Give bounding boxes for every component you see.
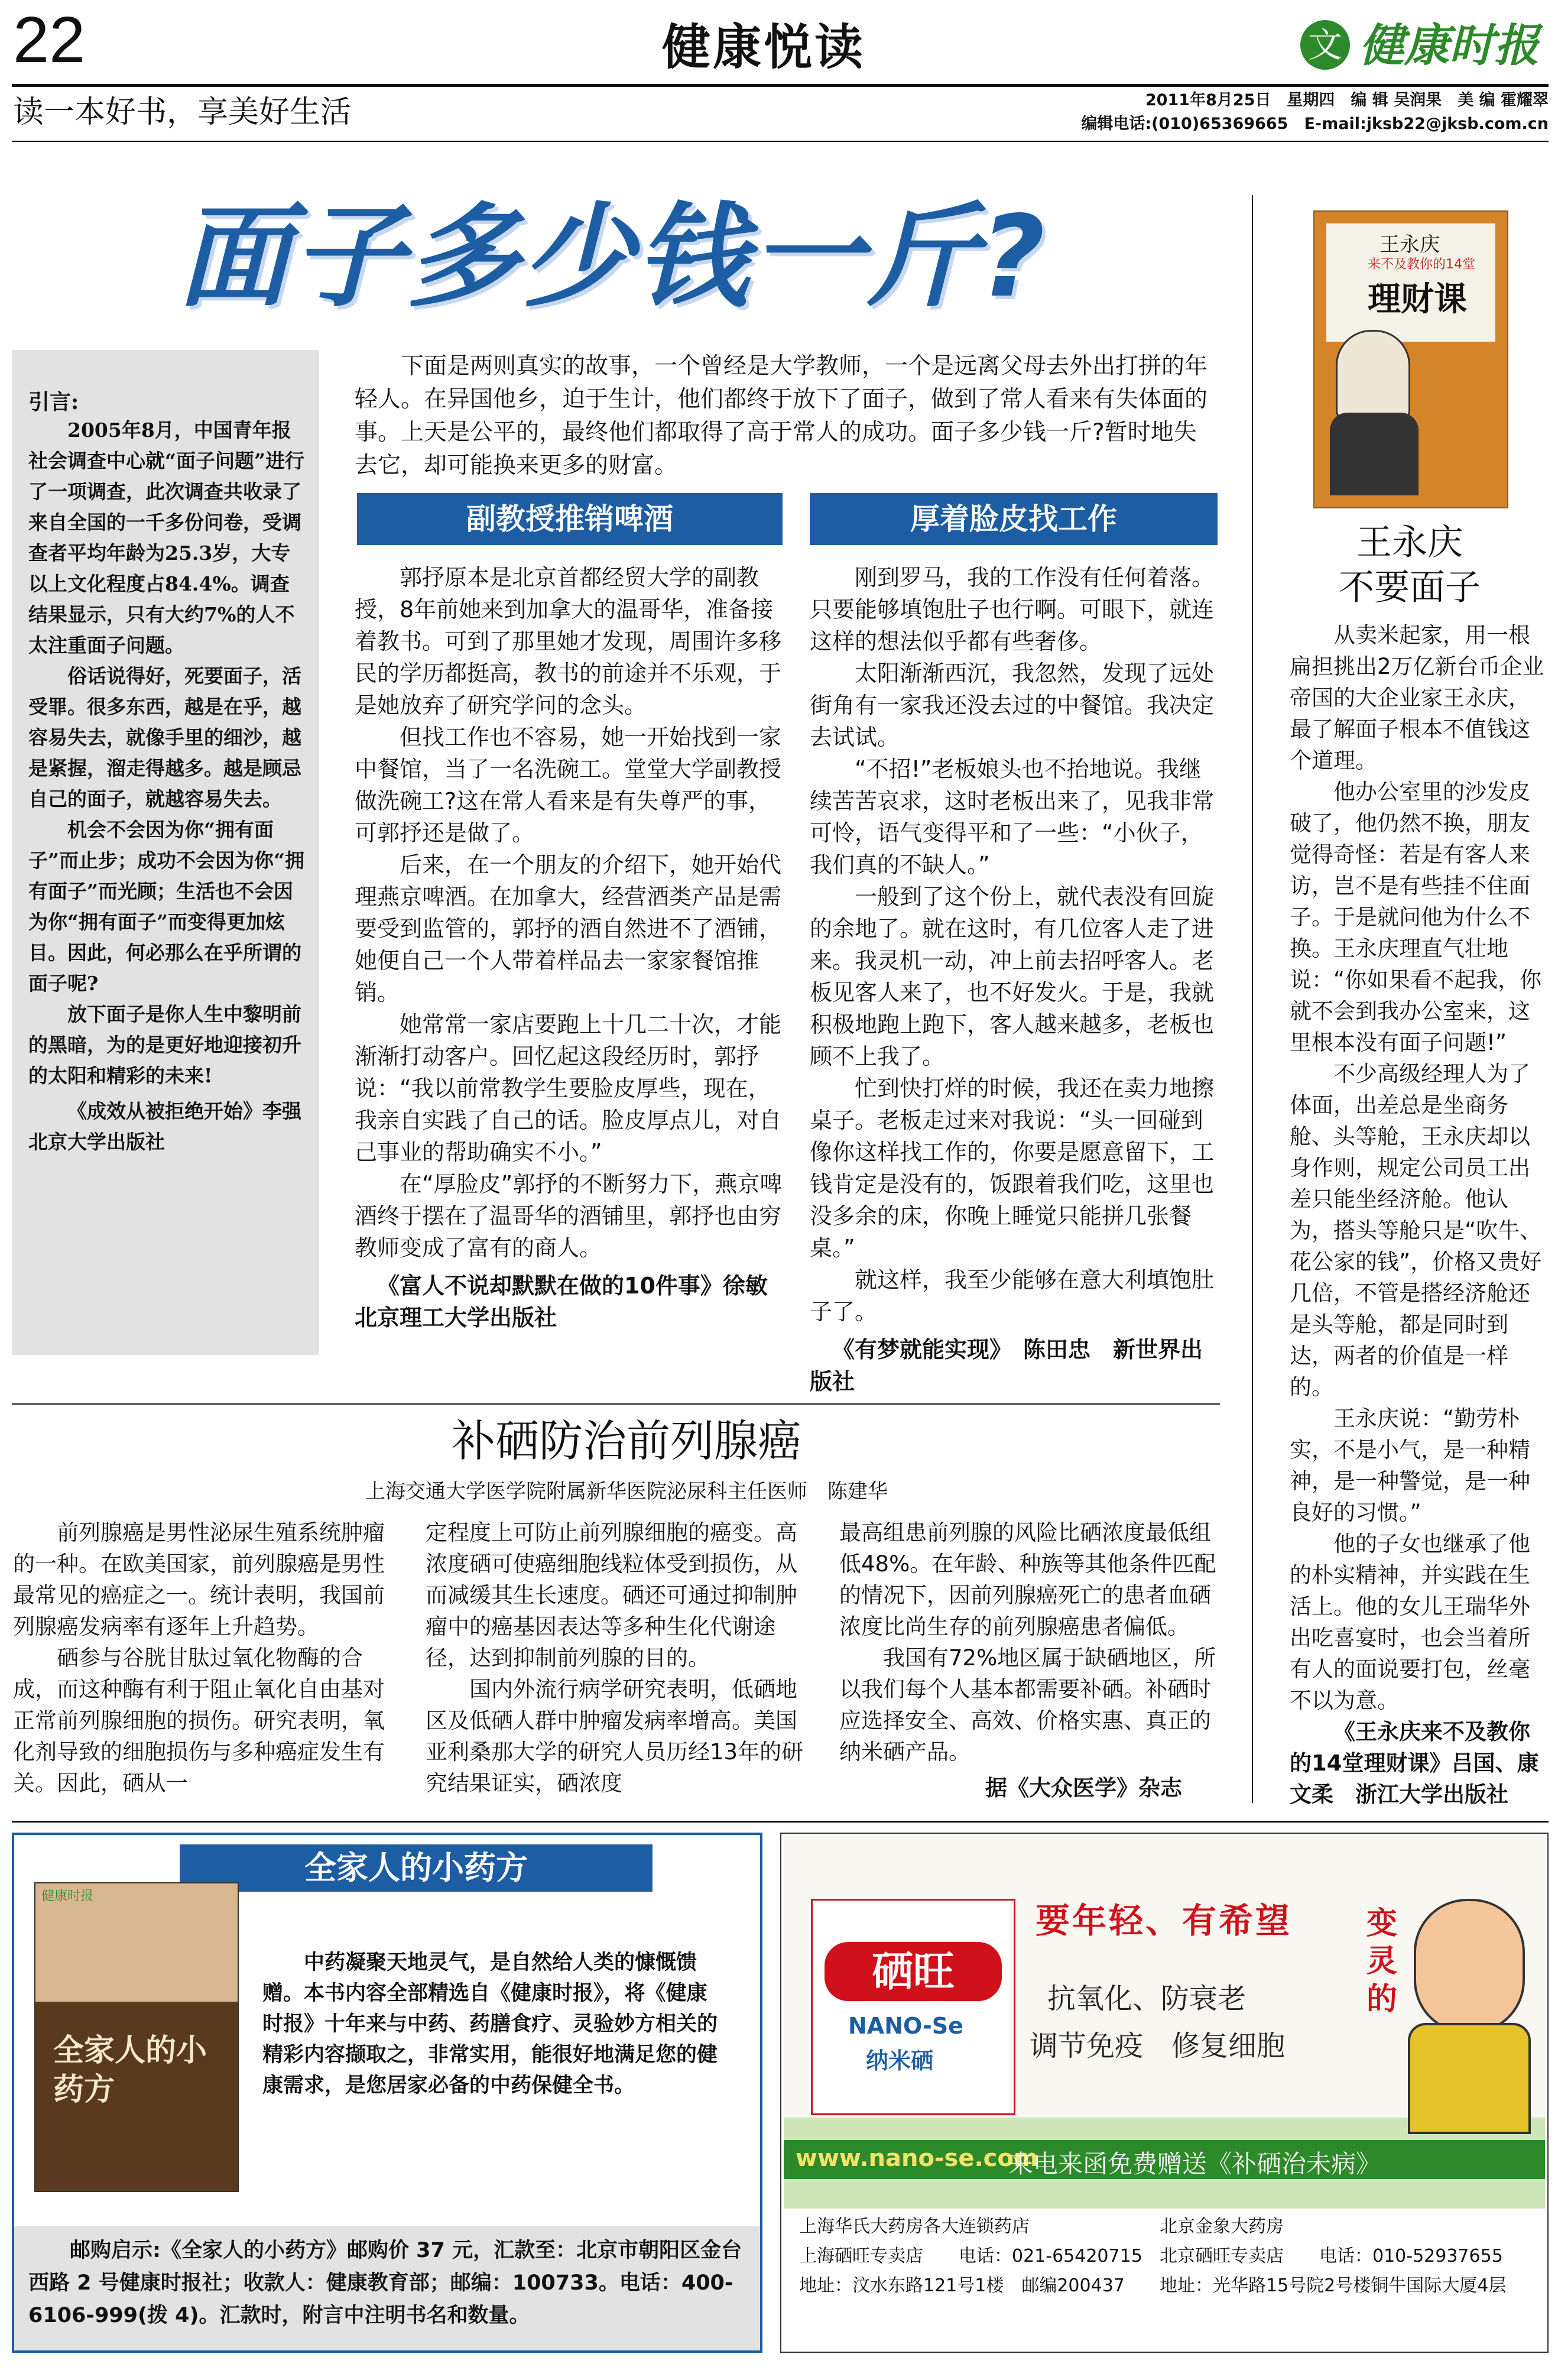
ad-benefit1: 抗氧化、防衰老 — [1047, 1982, 1247, 2015]
ad-side-text: 变灵的 — [1367, 1905, 1398, 2017]
selenium-paragraph: 硒参与谷胱甘肽过氧化物酶的合成，而这种酶有利于阻止氧化自由基对正常前列腺细胞的损伤。研究表明，氧化剂导致的细胞损伤与多种癌症发生有关。因此，硒从一 — [13, 1645, 385, 1796]
cover-body-icon — [1330, 413, 1419, 495]
lead-paragraph: 下面是两则真实的故事，一个曾经是大学教师，一个是远离父母去外出打拼的年轻人。在异国他乡，迫于生计，他们都终于放下了面子，做到了常人看来有失体面的事。上天是公平的，最终他们都取得了高于常人的成功。面子多少钱一斤?暂时地失去它，却可能换来更多的财富。 — [355, 353, 1208, 479]
story2-paragraph: “不招!”老板娘头也不抬地说。我继续苦苦哀求，这时老板出来了，见我非常可怜，语气变得平和了一些：“小伙子，我们真的不缺人。” — [810, 756, 1215, 878]
ad-left-description — [262, 1947, 723, 2101]
ad-promo: 来电来函免费赠送《补硒治未病》 — [1008, 2149, 1381, 2178]
selenium-paragraph: 定程度上可防止前列腺细胞的癌变。高浓度硒可使癌细胞线粒体受到损伤，从而减缓其生长速度。硒还可通过抑制肿瘤中的癌基因表达等多种生化代谢途径，达到抑制前列腺的目的。 — [426, 1520, 797, 1671]
story1-banner: 副教授推销啤酒 — [357, 493, 783, 545]
sidebar-divider — [1252, 195, 1253, 1803]
selenium-paragraph: 国内外流行病学研究表明，低硒地区及低硒人群中肿瘤发病率增高。美国亚利桑那大学的研究人员历经13年的研究结果证实，硒浓度 — [426, 1677, 804, 1796]
story1-paragraph: 但找工作也不容易，她一开始找到一家中餐馆，当了一名洗碗工。堂堂大学副教授做洗碗工?这在常人看来是有失尊严的事，可郭抒还是做了。 — [355, 724, 782, 846]
contact-line: 编辑电话:(010)65369665 E-mail:jksb22@jksb.com.cn — [1081, 115, 1549, 133]
story2-paragraph: 一般到了这个份上，就代表没有回旋的余地了。就在这时，有几位客人走了进来。我灵机一动，冲上前去招呼客人。老板见客人来了，也不好发火。于是，我就积极地跑上跑下，客人越来越多，老板也顾不上我了。 — [810, 884, 1215, 1069]
story2-paragraph: 忙到快打烊的时候，我还在卖力地擦桌子。老板走过来对我说：“头一回碰到像你这样找工作的，你要是愿意留下，工钱肯定是没有的，饭跟着我们吃，这里也没多余的床，你晚上睡觉只能拼几张餐桌。” — [810, 1075, 1215, 1261]
story1-paragraph: 后来，在一个朋友的介绍下，她开始代理燕京啤酒。在加拿大，经营酒类产品是需要受到监管的，郭抒的酒自然进不了酒铺，她便自己一个人带着样品去一家家餐馆推销。 — [355, 852, 782, 1006]
story2-paragraph: 就这样，我至少能够在意大利填饱肚子了。 — [810, 1267, 1215, 1325]
section-title: 健康悦读 — [662, 19, 866, 76]
intro-paragraph: 机会不会因为你“拥有面子”而止步；成功不会因为你“拥有面子”而光顾；生活也不会因为你“拥有面子”而变得更加炫目。因此，何必那么在乎所谓的面子呢? — [28, 818, 304, 995]
sidebar-paragraph: 他办公室里的沙发皮破了，他仍然不换，朋友觉得奇怪：若是有客人来访，岂不是有些挂不住面子。于是就问他为什么不换。王永庆理直气壮地说：“你如果看不起我，你就不会到我办公室来，这里根本没有面子问题!” — [1290, 779, 1542, 1055]
story2-body — [810, 562, 1218, 1397]
paper-logo — [1300, 17, 1549, 73]
story1-paragraph: 郭抒原本是北京首都经贸大学的副教授，8年前她来到加拿大的温哥华，准备接着教书。可到了那里她才发现，周围许多移民的学历都挺高，教书的前途并不乐观，于是她放弃了研究学问的念头。 — [355, 565, 782, 718]
paper-name: 健康时报 — [1359, 19, 1539, 72]
ad-product-en: NANO-Se — [848, 2013, 963, 2039]
story1-paragraph: 她常常一家店要跑上十几二十次，才能渐渐打动客户。回忆起这段经历时，郭抒说：“我以前常教学生要脸皮厚些，现在，我亲自实践了自己的话。脸皮厚点儿，对自己事业的帮助确实不小。” — [355, 1011, 782, 1165]
intro-paragraph: 2005年8月，中国青年报社会调查中心就“面子问题”进行了一项调查，此次调查共收录了来自全国的一千多份问卷，受调查者平均年龄为25.3岁，大专以上文化程度占84.4%。调查结果显示，只有大约7%的人不太注重面子问题。 — [28, 419, 304, 657]
store2-name: 北京金象大药房 — [1160, 2216, 1284, 2237]
store1-name: 上海华氏大药房各大连锁药店 — [799, 2216, 1030, 2237]
sidebar-paragraph: 王永庆说：“勤劳朴实，不是小气，是一种精神，是一种警觉，是一种良好的习惯。” — [1290, 1406, 1530, 1525]
intro-source: 《成效从被拒绝开始》李强 北京大学出版社 — [28, 1100, 321, 1153]
sidebar-title-line: 不要面子 — [1339, 567, 1481, 608]
book-title: 全家人的小药方 — [53, 2032, 207, 2107]
ad-benefit2: 调节免疫 修复细胞 — [1030, 2029, 1286, 2063]
ad-left-paragraph: 中药凝聚天地灵气，是自然给人类的慷慨馈赠。本书内容全部精选自《健康时报》，将《健康时报》十年来与中药、药膳食疗、灵验妙方相关的精彩内容撷取之，非常实用，能很好地满足您的健康需求，是您居家必备的中药保健全书。 — [262, 1950, 718, 2097]
selenium-source: 据《大众医学》杂志 — [985, 1775, 1182, 1801]
ad-left-book — [34, 1882, 239, 2192]
cover-title: 理财课 — [1368, 280, 1467, 319]
selenium-col1 — [13, 1517, 391, 1799]
store2-address: 地址：光华路15号院2号楼铜牛国际大厦4层 — [1160, 2275, 1507, 2296]
headline: 面子多少钱一斤? — [177, 192, 1048, 322]
sidebar-book-cover — [1313, 210, 1508, 508]
lead-text — [355, 350, 1218, 482]
cover-portrait-icon — [1336, 330, 1410, 422]
ad-mascot-body-icon — [1408, 2023, 1531, 2134]
story1-body — [355, 562, 790, 1334]
intro-paragraph: 俗话说得好，死要面子，活受罪。很多东西，越是在乎，越容易失去，就像手里的细沙，越是紧握，溜走得越多。越是顾忌自己的面子，就越容易失去。 — [28, 664, 301, 810]
store1-line: 上海硒旺专卖店 电话：021-65420715 — [799, 2246, 1142, 2266]
story2-paragraph: 太阳渐渐西沉，我忽然，发现了远处街角有一家我还没去过的中餐馆。我决定去试试。 — [810, 660, 1215, 750]
story2-source: 《有梦就能实现》 陈田忠 新世界出版社 — [810, 1337, 1203, 1395]
selenium-col3 — [839, 1517, 1218, 1804]
ad-left-frame — [12, 1833, 762, 2353]
selenium-title: 补硒防治前列腺癌 — [452, 1416, 801, 1467]
ad-promo-bar — [784, 2140, 1545, 2179]
cover-subtitle: 来不及教你的14堂 — [1368, 257, 1475, 272]
store2-line: 北京硒旺专卖店 电话：010-52937655 — [1160, 2246, 1503, 2266]
store1-address: 地址：汶水东路121号1楼 邮编200437 — [799, 2275, 1125, 2296]
ad-slogan: 要年轻、有希望 — [1036, 1901, 1293, 1941]
logo-mark: 文 — [1300, 20, 1350, 70]
ad-store1 — [799, 2212, 1154, 2301]
ad-left-title: 全家人的小药方 — [180, 1844, 653, 1892]
sidebar-body — [1290, 620, 1550, 1810]
date-line: 2011年8月25日 星期四 编 辑 吴润果 美 编 霍耀翠 — [1145, 91, 1549, 109]
sidebar-paragraph: 不少高级经理人为了体面，出差总是坐商务舱、头等舱，王永庆却以身作则，规定公司员工出差只能坐经济舱。他认为，搭头等舱只是“吹牛、花公家的钱”，价格又贵好几倍，不管是搭经济舱还是头等舱，都是同时到达，两者的价值是一样的。 — [1290, 1061, 1542, 1400]
intro-label: 引言: — [28, 390, 79, 414]
sidebar-title-line: 王永庆 — [1356, 522, 1463, 563]
ad-right-package — [811, 1899, 1015, 2115]
ad-brand: 硒旺 — [825, 1942, 1002, 2001]
masthead-rule — [12, 84, 1549, 87]
masthead-bottom-rule — [12, 141, 1549, 142]
story1-paragraph: 在“厚脸皮”郭抒的不断努力下，燕京啤酒终于摆在了温哥华的酒铺里，郭抒也由穷教师变成了富有的商人。 — [355, 1171, 783, 1261]
sidebar-paragraph: 他的子女也继承了他的朴实精神，并实践在生活上。他的女儿王瑞华外出吃喜宴时，也会当着所有人的面说要打包，丝毫不以为意。 — [1290, 1531, 1530, 1713]
selenium-col2 — [426, 1517, 804, 1799]
section-divider — [12, 1403, 1220, 1405]
ad-store2 — [1160, 2212, 1538, 2301]
cover-author: 王永庆 — [1380, 233, 1440, 257]
ad-mascot-icon — [1414, 1899, 1525, 2034]
selenium-paragraph: 前列腺癌是男性泌尿生殖系统肿瘤的一种。在欧美国家，前列腺癌是男性最常见的癌症之一。统计表明，我国前列腺癌发病率有逐年上升趋势。 — [13, 1520, 385, 1639]
sidebar-paragraph: 从卖米起家，用一根扁担挑出2万亿新台币企业帝国的大企业家王永庆，最了解面子根本不值钱这个道理。 — [1290, 622, 1544, 773]
story1-source: 《富人不说却默默在做的10件事》徐敏 北京理工大学出版社 — [355, 1273, 790, 1331]
ad-left-order-info: 邮购启示:《全家人的小药方》邮购价 37 元，汇款至：北京市朝阳区金台西路 2 号健康时报社；收款人：健康教育部；邮编：100733。电话：400-6106-999(拨 4)。汇款时，附言中注明书名和数量。 — [28, 2239, 742, 2327]
book-tag: 健康时报 — [41, 1889, 94, 1904]
slogan: 读一本好书，享美好生活 — [13, 95, 352, 130]
page-number: 22 — [13, 4, 86, 76]
sidebar-title — [1271, 520, 1549, 610]
selenium-paragraph: 我国有72%地区属于缺硒地区，所以我们每个人基本都需要补硒。补硒时应选择安全、高效、价格实惠、真正的纳米硒产品。 — [839, 1645, 1216, 1765]
selenium-paragraph: 最高组患前列腺的风险比硒浓度最低组低48%。在年龄、种族等其他条件匹配的情况下，因前列腺癌死亡的患者血硒浓度比尚生存的前列腺癌患者偏低。 — [839, 1520, 1216, 1639]
ad-right-frame — [780, 1833, 1549, 2353]
sidebar-source: 《王永庆来不及教你的14堂理财课》吕国、康文柔 浙江大学出版社 — [1290, 1719, 1539, 1807]
story2-banner: 厚着脸皮找工作 — [810, 493, 1218, 545]
intro-text — [28, 415, 321, 1157]
selenium-byline: 上海交通大学医学院附属新华医院泌尿科主任医师 陈建华 — [365, 1480, 888, 1503]
ad-product-cn: 纳米硒 — [866, 2048, 934, 2074]
intro-paragraph: 放下面子是你人生中黎明前的黑暗，为的是更好地迎接初升的太阳和精彩的未来! — [28, 1003, 301, 1087]
ad-left-order-box — [14, 2226, 760, 2350]
ad-website: www.nano-se.com — [796, 2145, 1038, 2172]
ads-top-rule — [12, 1821, 1549, 1823]
story2-paragraph: 刚到罗马，我的工作没有任何着落。只要能够填饱肚子也行啊。可眼下，就连这样的想法似乎都有些奢侈。 — [810, 565, 1215, 654]
cover-blackboard — [1326, 223, 1495, 342]
intro-box — [12, 350, 319, 1355]
